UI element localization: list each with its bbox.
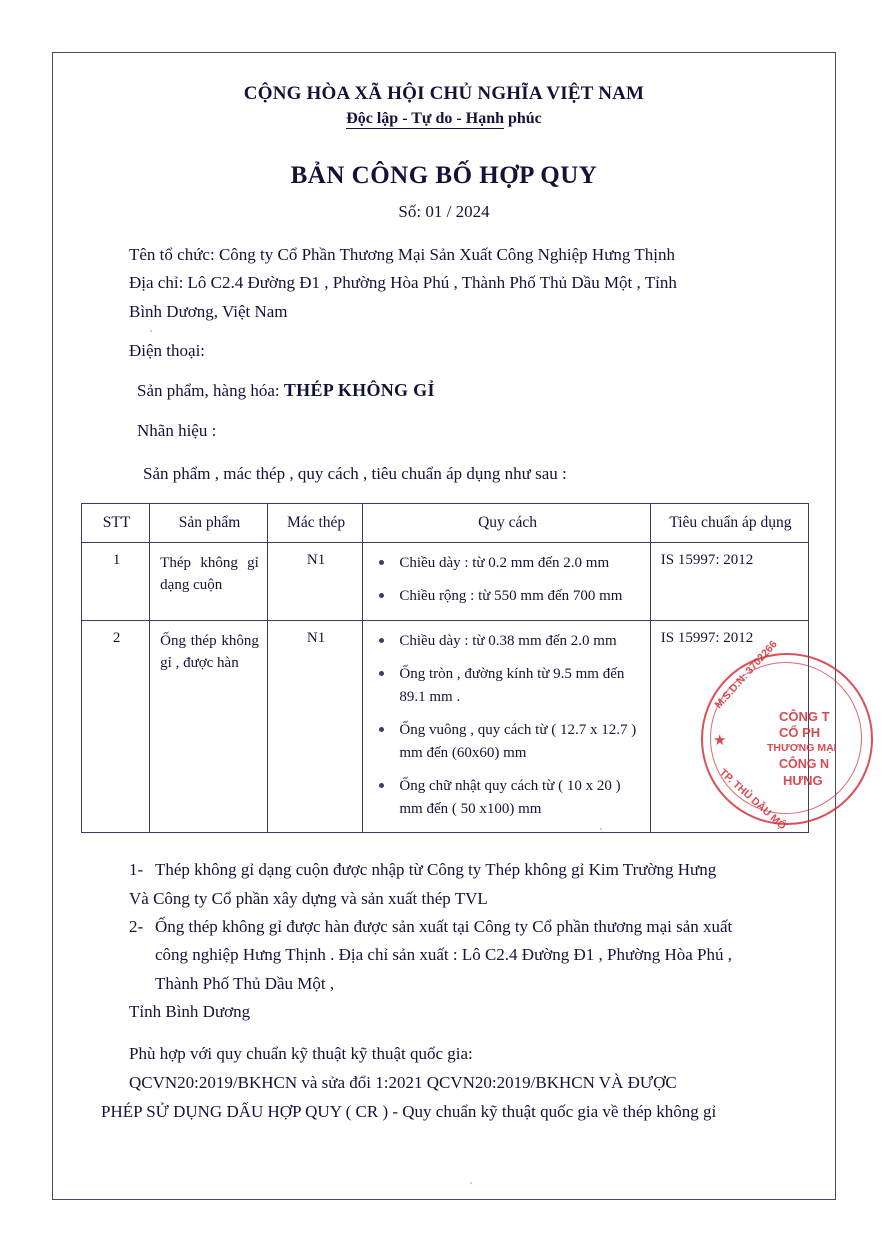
national-motto-underlined: Độc lập - Tự do - Hạnh — [346, 110, 504, 127]
note-text: Thép không gỉ dạng cuộn được nhập từ Công ty Thép không gỉ Kim Trường Hưng — [155, 860, 717, 880]
national-title: CỘNG HÒA XÃ HỘI CHỦ NGHĨA VIỆT NAM — [243, 83, 645, 104]
scan-speck — [470, 1182, 472, 1184]
note-item — [81, 914, 807, 940]
column-header-grade: Mác thép — [267, 503, 363, 542]
national-motto-tail: phúc — [507, 110, 542, 127]
spec-list-item: Ống vuông , quy cách từ ( 12.7 x 12.7 ) mm đến (60x60) mm — [373, 719, 641, 764]
seal-line-1: CÔNG T — [779, 709, 830, 724]
scan-speck — [150, 330, 152, 332]
note-text-continued: Và Công ty Cổ phần xây dựng và sản xuất thép TVL — [129, 888, 488, 908]
spec-list — [373, 630, 641, 821]
column-header-spec: Quy cách — [363, 503, 650, 542]
cell-standard: IS 15997: 2012 — [650, 620, 808, 833]
page-title: BẢN CÔNG BỐ HỢP QUY — [290, 162, 598, 189]
org-phone-line: Điện thoại: — [129, 341, 206, 361]
seal-tax-code: M.S.D.N: 3702266 — [712, 638, 780, 712]
product-line — [81, 377, 807, 405]
cell-grade: N1 — [267, 620, 363, 833]
document-content — [53, 53, 835, 1199]
note-text-continued: công nghiệp Hưng Thịnh . Địa chỉ sản xuất : Lô C2.4 Đường Đ1 , Phường Hòa Phú , — [155, 945, 732, 965]
national-motto — [81, 110, 807, 128]
cell-spec — [363, 542, 650, 620]
note-text-continued: Thành Phố Thủ Dầu Một , — [155, 973, 335, 993]
column-header-stt: STT — [82, 503, 150, 542]
note-text: Ống thép không gỉ được hàn được sản xuất tại Công ty Cổ phần thương mại sản xuất — [155, 917, 733, 937]
note-text-continued: Tỉnh Bình Dương — [129, 1002, 251, 1022]
document-number: Số: 01 / 2024 — [398, 202, 490, 221]
seal-line-2: CỔ PH — [779, 725, 821, 740]
org-address-value: Lô C2.4 Đường Đ1 , Phường Hòa Phú , Thành Phố Thủ Dầu Một , Tỉnh — [187, 273, 677, 293]
seal-location: TP. THỦ DẦU MỘ — [716, 766, 789, 833]
note-number: 1- — [129, 860, 144, 880]
cell-grade: N1 — [267, 542, 363, 620]
org-name-label: Tên tổ chức: — [129, 245, 215, 264]
spec-list-item: Ống chữ nhật quy cách từ ( 10 x 20 ) mm đến ( 50 x100) mm — [373, 775, 641, 820]
organization-info — [81, 242, 807, 487]
spec-list-item: Chiều rộng : từ 550 mm đến 700 mm — [373, 585, 641, 608]
cell-stt: 1 — [82, 542, 150, 620]
conformity-section — [81, 1040, 807, 1126]
brand-line: Nhãn hiệu : — [137, 421, 217, 441]
cell-spec — [363, 620, 650, 833]
org-address-line — [81, 270, 807, 296]
note-item — [81, 857, 807, 883]
scan-speck — [600, 828, 602, 830]
document-frame — [52, 52, 836, 1200]
spec-list-item: Chiều dày : từ 0.38 mm đến 2.0 mm — [373, 630, 641, 653]
seal-line-3: THƯƠNG MẠI — [767, 742, 837, 754]
seal-line-4: CÔNG N — [779, 757, 829, 771]
specs-intro: Sản phẩm , mác thép , quy cách , tiêu chuẩn áp dụng như sau : — [143, 463, 567, 483]
table-row — [82, 542, 809, 620]
org-address-label: Địa chỉ: — [129, 273, 184, 293]
product-label: Sản phẩm, hàng hóa: — [137, 381, 280, 401]
org-name-value: Công ty Cổ Phần Thương Mại Sản Xuất Công Nghiệp Hưng Thịnh — [218, 245, 675, 264]
conformity-line-1: QCVN20:2019/BKHCN và sửa đổi 1:2021 QCVN20:2019/BKHCN VÀ ĐƯỢC — [129, 1072, 677, 1092]
spec-list — [373, 552, 641, 608]
cell-product: Ống thép không gỉ , được hàn — [150, 620, 268, 833]
note-number: 2- — [129, 917, 144, 937]
table-body — [82, 542, 809, 833]
org-name-line — [81, 242, 807, 268]
table-row — [82, 620, 809, 833]
cell-product: Thép không gỉ dạng cuộn — [150, 542, 268, 620]
product-value: THÉP KHÔNG GỈ — [283, 380, 435, 401]
column-header-product: Sản phẩm — [150, 503, 268, 542]
cell-stt: 2 — [82, 620, 150, 833]
conformity-line-2: PHÉP SỬ DỤNG DẤU HỢP QUY ( CR ) - Quy chuẩn kỹ thuật quốc gia về thép không gỉ — [101, 1101, 717, 1121]
spec-list-item: Ống tròn , đường kính từ 9.5 mm đến 89.1 mm . — [373, 663, 641, 708]
column-header-standard: Tiêu chuẩn áp dụng — [650, 503, 808, 542]
cell-standard: IS 15997: 2012 — [650, 542, 808, 620]
table-header-row — [82, 503, 809, 542]
table-header — [82, 503, 809, 542]
org-address-line-2: Bình Dương, Việt Nam — [129, 301, 288, 321]
specification-table — [81, 503, 809, 834]
notes-section — [81, 857, 807, 1025]
seal-line-5: HƯNG — [783, 773, 823, 788]
conformity-label: Phù hợp với quy chuẩn kỹ thuật kỹ thuật quốc gia: — [129, 1043, 473, 1063]
seal-star-icon: ★ — [713, 733, 727, 749]
spec-list-item: Chiều dày : từ 0.2 mm đến 2.0 mm — [373, 552, 641, 575]
